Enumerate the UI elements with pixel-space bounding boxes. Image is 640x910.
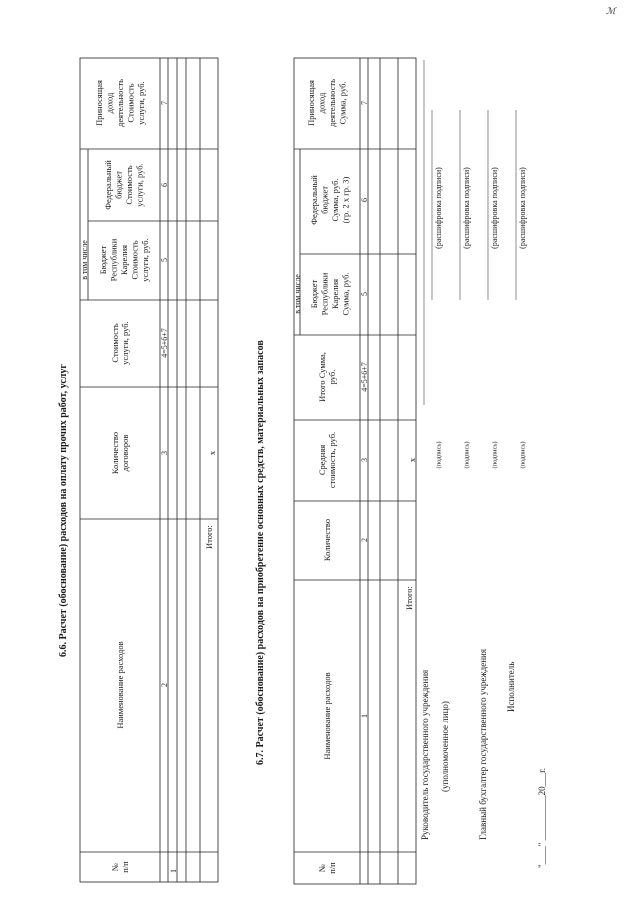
t67-colnum-7: 7 [359, 101, 369, 105]
t67-header-income: ПриносящаядоходдеятельностьСумма, руб. [306, 79, 348, 127]
t67-total-avg: х [406, 457, 417, 463]
sig-caption-1: (подпись) [435, 441, 443, 469]
t67-colnum-4: 4=5+6+7 [359, 362, 369, 392]
t66-colnum-1: 1 [168, 869, 178, 873]
t67-header-avg: Средняястоимость, руб. [316, 431, 337, 489]
t66-colnum-6: 6 [159, 183, 169, 187]
t66-header-income: ПриносящаядоходдеятельностьСтоимостьуслуги, руб. [93, 79, 146, 127]
t66-header-budget-fed: ФедеральныйбюджетСтоимостьуслуги, руб. [103, 160, 145, 210]
t66-colnum-2: 2 [159, 683, 169, 687]
section-6-6-title: 6.6. Расчет (обоснование) расходов на оплату прочих работ, услуг [58, 364, 69, 657]
t66-colnum-7: 7 [159, 101, 169, 105]
t67-header-num: №п/п [316, 862, 337, 874]
sig-chief-accountant: Главный бухгалтер государственного учреждения [478, 649, 488, 840]
section-6-7-title: 6.7. Расчет (обоснование) расходов на приобретение основных средств, материальных запасов [255, 340, 266, 765]
t66-header-num: №п/п [109, 861, 130, 873]
sig-decode-1: (расшифровка подписи) [433, 167, 443, 249]
t66-header-name: Наименование расходов [114, 641, 125, 729]
t67-colnum-6: 6 [359, 198, 369, 202]
t67-header-total-sum: Итого Сумма,руб. [316, 352, 337, 402]
sig-head-sub: (уполномоченное лицо) [440, 701, 450, 792]
table-6-6 [80, 58, 218, 882]
t67-colnum-1: 1 [359, 714, 369, 718]
t66-header-cost: Стоимостьуслуги, руб. [109, 321, 130, 365]
t66-colnum-4: 4=5+6+7 [159, 328, 169, 358]
table-6-6-border [80, 58, 218, 882]
sig-decode-3: (расшифровка подписи) [489, 167, 499, 249]
sig-date-line: "____" __________20___г. [537, 767, 547, 868]
t67-header-qty: Количество [321, 518, 332, 562]
t66-total-count: х [206, 450, 217, 456]
t66-colnum-3: 3 [159, 451, 169, 455]
sig-head-label: Руководитель государственного учреждения [420, 669, 430, 840]
sig-decode-2: (расшифровка подписи) [461, 167, 471, 249]
t67-header-budget-fed: ФедеральныйбюджетСумма, руб.(гр. 2 х гр. 3) [309, 175, 351, 225]
t67-total-label: Итого: [404, 586, 414, 610]
page-mark: ℳ [606, 6, 616, 16]
t67-colnum-3: 3 [359, 458, 369, 462]
sig-caption-3: (подпись) [491, 441, 499, 469]
t66-header-incl: в том числе [79, 240, 89, 280]
t66-colnum-5: 5 [159, 258, 169, 262]
sig-caption-4: (подпись) [519, 441, 527, 469]
sig-executor: Исполнитель [506, 661, 516, 712]
t67-colnum-2: 2 [359, 538, 369, 542]
sig-decode-4: (расшифровка подписи) [517, 167, 527, 249]
t66-header-count: Количестводоговоров [109, 431, 130, 475]
t66-total-label: Итого: [204, 525, 214, 549]
t67-header-name: Наименование расходов [321, 672, 332, 760]
t67-header-budget-rk: БюджетРеспубликиКарелияСумма, руб. [309, 272, 351, 316]
t66-header-budget-rk: БюджетРеспубликиКарелияСтоимостьуслуги, руб. [97, 238, 150, 282]
sig-caption-2: (подпись) [463, 441, 471, 469]
t67-colnum-5: 5 [359, 292, 369, 296]
t67-header-incl: в том числе [292, 274, 302, 314]
